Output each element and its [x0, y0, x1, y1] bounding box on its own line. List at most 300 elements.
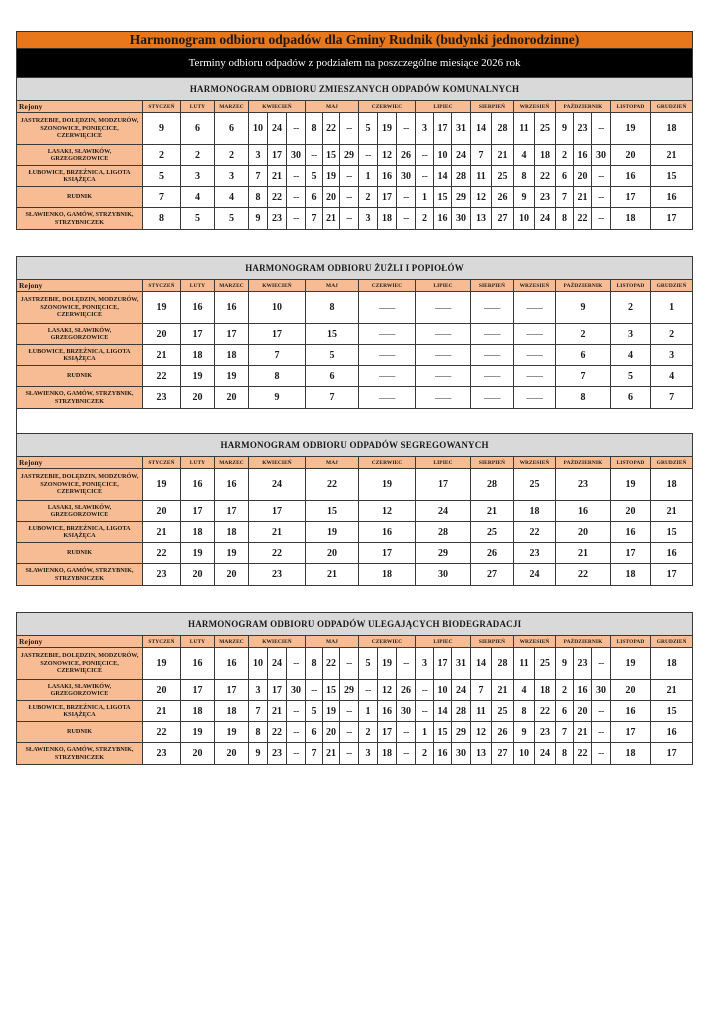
table-row — [17, 145, 693, 166]
date-cell: 22 — [268, 187, 287, 208]
date-cell: 15 — [323, 145, 340, 166]
date-cell: 5 — [215, 208, 249, 230]
date-cell: 28 — [452, 701, 471, 722]
date-cell: 8 — [249, 366, 306, 387]
date-cell: 4 — [215, 187, 249, 208]
date-cell: 2 — [215, 145, 249, 166]
date-cell: 20 — [181, 564, 215, 586]
date-cell: 2 — [143, 145, 181, 166]
date-cell: 3 — [651, 345, 693, 366]
date-cell: 5 — [181, 208, 215, 230]
date-cell: 18 — [651, 648, 693, 680]
date-cell: 6 — [215, 113, 249, 145]
date-cell: 7 — [306, 743, 323, 765]
date-cell: 1 — [359, 166, 378, 187]
region-name: LASAKI, SŁAWIKÓW, GRZEGORZOWICE — [17, 324, 143, 345]
region-name: JASTRZEBIE, DOLĘDZIN, MODZURÓW, SZONOWICE, PONIĘCICE, CZERWIĘCICE — [17, 648, 143, 680]
date-cell: 4 — [651, 366, 693, 387]
date-cell: 19 — [378, 648, 397, 680]
date-cell: --------- — [359, 366, 416, 387]
date-cell: 28 — [452, 166, 471, 187]
date-cell: 24 — [535, 208, 556, 230]
date-cell: -- — [287, 166, 306, 187]
date-cell: 16 — [181, 648, 215, 680]
month-header: CZERWIEC — [359, 101, 416, 113]
section-heading: HARMONOGRAM ODBIORU ODPADÓW SEGREGOWANYCH — [17, 434, 693, 457]
region-name: LASAKI, SŁAWIKÓW, GRZEGORZOWICE — [17, 501, 143, 522]
date-cell: 9 — [514, 722, 535, 743]
date-cell: 7 — [651, 387, 693, 409]
date-cell: 18 — [611, 564, 651, 586]
date-cell: 16 — [181, 469, 215, 501]
date-cell: -- — [592, 701, 611, 722]
date-cell: 17 — [359, 543, 416, 564]
date-cell: 2 — [359, 722, 378, 743]
date-cell: 25 — [471, 522, 514, 543]
subtitle-row — [17, 49, 693, 78]
date-cell: --------- — [416, 292, 471, 324]
date-cell: 16 — [359, 522, 416, 543]
date-cell: 23 — [143, 387, 181, 409]
date-cell: 3 — [359, 208, 378, 230]
date-cell: --------- — [514, 387, 556, 409]
date-cell: 30 — [592, 145, 611, 166]
date-cell: 24 — [514, 564, 556, 586]
date-cell: 7 — [471, 145, 492, 166]
date-cell: 9 — [556, 648, 574, 680]
month-header: PAŹDZIERNIK — [556, 280, 611, 292]
date-cell: 19 — [215, 543, 249, 564]
date-cell: 21 — [143, 522, 181, 543]
date-cell: 7 — [471, 680, 492, 701]
date-cell: 18 — [535, 145, 556, 166]
date-cell: 13 — [471, 208, 492, 230]
date-cell: 28 — [492, 648, 514, 680]
date-cell: 20 — [323, 722, 340, 743]
date-cell: 17 — [215, 324, 249, 345]
date-cell: 25 — [492, 701, 514, 722]
date-cell: 3 — [416, 113, 434, 145]
date-cell: 8 — [306, 292, 359, 324]
date-cell: 9 — [249, 208, 268, 230]
date-cell: 20 — [215, 564, 249, 586]
month-header: MARZEC — [215, 636, 249, 648]
month-header: KWIECIEŃ — [249, 280, 306, 292]
column-header-row — [17, 280, 693, 292]
month-header: STYCZEŃ — [143, 280, 181, 292]
date-cell: --------- — [514, 324, 556, 345]
date-cell: 2 — [181, 145, 215, 166]
date-cell: 19 — [378, 113, 397, 145]
month-header: WRZESIEŃ — [514, 280, 556, 292]
date-cell: 3 — [181, 166, 215, 187]
date-cell: 2 — [556, 145, 574, 166]
date-cell: 15 — [434, 722, 452, 743]
date-cell: 3 — [416, 648, 434, 680]
date-cell: 6 — [306, 187, 323, 208]
date-cell: 5 — [359, 113, 378, 145]
title-row — [17, 32, 693, 49]
date-cell: 17 — [181, 680, 215, 701]
date-cell: 26 — [471, 543, 514, 564]
date-cell: -- — [359, 145, 378, 166]
table-row — [17, 743, 693, 765]
date-cell: 21 — [143, 701, 181, 722]
date-cell: 9 — [556, 113, 574, 145]
date-cell: 17 — [651, 564, 693, 586]
date-cell: 21 — [556, 543, 611, 564]
date-cell: -- — [397, 113, 416, 145]
date-cell: 7 — [556, 366, 611, 387]
date-cell: --------- — [359, 292, 416, 324]
date-cell: 10 — [434, 145, 452, 166]
date-cell: 21 — [574, 722, 592, 743]
date-cell: 22 — [143, 366, 181, 387]
date-cell: 19 — [181, 722, 215, 743]
date-cell: 18 — [611, 208, 651, 230]
date-cell: 9 — [556, 292, 611, 324]
month-header: KWIECIEŃ — [249, 457, 306, 469]
table-row — [17, 564, 693, 586]
date-cell: 7 — [306, 387, 359, 409]
date-cell: 24 — [452, 680, 471, 701]
date-cell: 17 — [651, 208, 693, 230]
date-cell: 16 — [378, 701, 397, 722]
month-header: MARZEC — [215, 457, 249, 469]
month-header: STYCZEŃ — [143, 457, 181, 469]
date-cell: 16 — [611, 701, 651, 722]
date-cell: 16 — [651, 543, 693, 564]
month-header: SIERPIEŃ — [471, 636, 514, 648]
date-cell: -- — [340, 113, 359, 145]
date-cell: 19 — [323, 166, 340, 187]
date-cell: --------- — [471, 387, 514, 409]
date-cell: 17 — [249, 324, 306, 345]
schedule-table-1 — [16, 31, 693, 230]
date-cell: 20 — [574, 701, 592, 722]
date-cell: 21 — [574, 187, 592, 208]
date-cell: 17 — [378, 187, 397, 208]
date-cell: 19 — [359, 469, 416, 501]
month-header: LISTOPAD — [611, 457, 651, 469]
date-cell: 16 — [215, 292, 249, 324]
date-cell: -- — [592, 187, 611, 208]
date-cell: 5 — [143, 166, 181, 187]
date-cell: -- — [416, 680, 434, 701]
date-cell: 8 — [556, 743, 574, 765]
date-cell: 8 — [143, 208, 181, 230]
region-name: RUDNIK — [17, 187, 143, 208]
month-header: LUTY — [181, 280, 215, 292]
date-cell: 17 — [181, 324, 215, 345]
month-header: LIPIEC — [416, 101, 471, 113]
region-name: RUDNIK — [17, 722, 143, 743]
date-cell: 22 — [574, 743, 592, 765]
date-cell: 3 — [359, 743, 378, 765]
table-row — [17, 722, 693, 743]
month-header: WRZESIEŃ — [514, 636, 556, 648]
date-cell: 16 — [215, 648, 249, 680]
date-cell: 29 — [416, 543, 471, 564]
date-cell: 16 — [434, 743, 452, 765]
date-cell: -- — [340, 208, 359, 230]
month-header: LISTOPAD — [611, 636, 651, 648]
date-cell: 28 — [471, 469, 514, 501]
date-cell: 16 — [574, 145, 592, 166]
date-cell: 14 — [434, 701, 452, 722]
date-cell: -- — [397, 208, 416, 230]
date-cell: 23 — [514, 543, 556, 564]
date-cell: 23 — [535, 187, 556, 208]
date-cell: 21 — [306, 564, 359, 586]
table-row — [17, 366, 693, 387]
date-cell: 12 — [359, 501, 416, 522]
date-cell: 7 — [249, 166, 268, 187]
date-cell: --------- — [514, 345, 556, 366]
date-cell: 24 — [416, 501, 471, 522]
date-cell: 21 — [143, 345, 181, 366]
table-row — [17, 187, 693, 208]
date-cell: --------- — [416, 324, 471, 345]
date-cell: 26 — [397, 680, 416, 701]
date-cell: --------- — [359, 387, 416, 409]
date-cell: 6 — [556, 166, 574, 187]
month-header: STYCZEŃ — [143, 636, 181, 648]
date-cell: 30 — [287, 145, 306, 166]
region-name: JASTRZEBIE, DOLĘDZIN, MODZURÓW, SZONOWICE, PONIĘCICE, CZERWIĘCICE — [17, 292, 143, 324]
date-cell: 15 — [651, 522, 693, 543]
date-cell: 17 — [416, 469, 471, 501]
date-cell: 21 — [492, 145, 514, 166]
region-name: RUDNIK — [17, 543, 143, 564]
date-cell: 8 — [306, 113, 323, 145]
date-cell: 2 — [611, 292, 651, 324]
date-cell: 8 — [514, 701, 535, 722]
date-cell: -- — [287, 722, 306, 743]
month-header: LIPIEC — [416, 457, 471, 469]
table-row — [17, 345, 693, 366]
date-cell: 21 — [323, 743, 340, 765]
date-cell: 21 — [268, 701, 287, 722]
date-cell: --------- — [471, 345, 514, 366]
region-name: ŁUBOWICE, BRZEŹNICA, LIGOTA KSIĄŻĘCA — [17, 522, 143, 543]
date-cell: -- — [416, 166, 434, 187]
date-cell: 22 — [268, 722, 287, 743]
date-cell: 10 — [514, 208, 535, 230]
month-header: KWIECIEŃ — [249, 101, 306, 113]
month-header: CZERWIEC — [359, 636, 416, 648]
document-title: Harmonogram odbioru odpadów dla Gminy Rudnik (budynki jednorodzinne) — [17, 32, 693, 49]
date-cell: 31 — [452, 113, 471, 145]
date-cell: 11 — [471, 166, 492, 187]
date-cell: -- — [340, 701, 359, 722]
date-cell: 22 — [143, 722, 181, 743]
date-cell: 16 — [378, 166, 397, 187]
region-name: JASTRZEBIE, DOLĘDZIN, MODZURÓW, SZONOWICE, PONIĘCICE, CZERWIĘCICE — [17, 469, 143, 501]
table-row — [17, 166, 693, 187]
column-header-row — [17, 636, 693, 648]
date-cell: 22 — [306, 469, 359, 501]
date-cell: 9 — [514, 187, 535, 208]
month-header: LUTY — [181, 101, 215, 113]
table-row — [17, 701, 693, 722]
month-header: LUTY — [181, 636, 215, 648]
date-cell: 17 — [215, 501, 249, 522]
date-cell: 16 — [556, 501, 611, 522]
date-cell: 19 — [143, 292, 181, 324]
date-cell: 9 — [249, 743, 268, 765]
date-cell: 17 — [434, 113, 452, 145]
date-cell: 2 — [416, 208, 434, 230]
date-cell: 6 — [556, 701, 574, 722]
blank-cell — [17, 409, 693, 434]
date-cell: 7 — [249, 701, 268, 722]
table-row — [17, 680, 693, 701]
date-cell: 24 — [249, 469, 306, 501]
date-cell: 19 — [215, 722, 249, 743]
date-cell: -- — [287, 743, 306, 765]
document-subtitle: Terminy odbioru odpadów z podziałem na poszczególne miesiące 2026 rok — [17, 49, 693, 78]
date-cell: -- — [416, 701, 434, 722]
date-cell: 23 — [143, 743, 181, 765]
month-header: PAŹDZIERNIK — [556, 457, 611, 469]
date-cell: 20 — [611, 145, 651, 166]
schedule-table-4 — [16, 612, 693, 765]
month-header: MAJ — [306, 636, 359, 648]
date-cell: 16 — [611, 166, 651, 187]
date-cell: -- — [592, 743, 611, 765]
date-cell: 4 — [514, 680, 535, 701]
date-cell: 15 — [434, 187, 452, 208]
date-cell: 11 — [471, 701, 492, 722]
date-cell: 23 — [143, 564, 181, 586]
date-cell: 19 — [611, 469, 651, 501]
date-cell: 6 — [181, 113, 215, 145]
date-cell: -- — [340, 722, 359, 743]
date-cell: 30 — [592, 680, 611, 701]
date-cell: 25 — [535, 648, 556, 680]
date-cell: 22 — [249, 543, 306, 564]
date-cell: 12 — [471, 722, 492, 743]
table-row — [17, 113, 693, 145]
date-cell: --------- — [514, 366, 556, 387]
date-cell: 19 — [611, 648, 651, 680]
date-cell: --------- — [471, 292, 514, 324]
date-cell: -- — [306, 680, 323, 701]
date-cell: --------- — [416, 345, 471, 366]
date-cell: 30 — [416, 564, 471, 586]
date-cell: 16 — [181, 292, 215, 324]
date-cell: 19 — [215, 366, 249, 387]
date-cell: --------- — [514, 292, 556, 324]
date-cell: 21 — [249, 522, 306, 543]
month-header: LIPIEC — [416, 280, 471, 292]
date-cell: 24 — [535, 743, 556, 765]
date-cell: 15 — [651, 166, 693, 187]
date-cell: --------- — [471, 366, 514, 387]
spacer — [16, 230, 692, 256]
table-row — [17, 208, 693, 230]
date-cell: 20 — [143, 680, 181, 701]
date-cell: 3 — [249, 680, 268, 701]
date-cell: 25 — [535, 113, 556, 145]
date-cell: 29 — [340, 680, 359, 701]
date-cell: 21 — [651, 145, 693, 166]
date-cell: 4 — [181, 187, 215, 208]
month-header: MAJ — [306, 101, 359, 113]
month-header: MARZEC — [215, 280, 249, 292]
region-name: JASTRZEBIE, DOLĘDZIN, MODZURÓW, SZONOWICE, PONIĘCICE, CZERWIĘCICE — [17, 113, 143, 145]
date-cell: 3 — [611, 324, 651, 345]
date-cell: 28 — [416, 522, 471, 543]
month-header: WRZESIEŃ — [514, 101, 556, 113]
section-heading: HARMONOGRAM ODBIORU ZMIESZANYCH ODPADÓW KOMUNALNYCH — [17, 78, 693, 101]
date-cell: 23 — [249, 564, 306, 586]
date-cell: 16 — [611, 522, 651, 543]
table-row — [17, 387, 693, 409]
date-cell: 2 — [556, 324, 611, 345]
date-cell: 16 — [215, 469, 249, 501]
date-cell: 18 — [359, 564, 416, 586]
date-cell: 14 — [471, 648, 492, 680]
date-cell: 1 — [359, 701, 378, 722]
date-cell: 22 — [514, 522, 556, 543]
date-cell: 20 — [611, 501, 651, 522]
date-cell: -- — [340, 648, 359, 680]
date-cell: 8 — [514, 166, 535, 187]
date-cell: 20 — [556, 522, 611, 543]
date-cell: 19 — [181, 543, 215, 564]
date-cell: -- — [592, 208, 611, 230]
date-cell: 15 — [323, 680, 340, 701]
date-cell: 18 — [181, 345, 215, 366]
date-cell: 29 — [452, 187, 471, 208]
month-header: KWIECIEŃ — [249, 636, 306, 648]
date-cell: 17 — [249, 501, 306, 522]
rejony-header: Rejony — [17, 101, 143, 113]
date-cell: 8 — [556, 387, 611, 409]
date-cell: 10 — [249, 292, 306, 324]
date-cell: 20 — [611, 680, 651, 701]
date-cell: -- — [340, 743, 359, 765]
month-header: MARZEC — [215, 101, 249, 113]
date-cell: 30 — [397, 166, 416, 187]
date-cell: -- — [287, 113, 306, 145]
date-cell: 8 — [556, 208, 574, 230]
date-cell: 18 — [378, 743, 397, 765]
date-cell: 20 — [215, 743, 249, 765]
date-cell: 17 — [268, 680, 287, 701]
month-header: SIERPIEŃ — [471, 280, 514, 292]
date-cell: 8 — [306, 648, 323, 680]
date-cell: 7 — [306, 208, 323, 230]
date-cell: 23 — [556, 469, 611, 501]
date-cell: 1 — [416, 187, 434, 208]
date-cell: 20 — [323, 187, 340, 208]
date-cell: -- — [359, 680, 378, 701]
section-heading-row — [17, 257, 693, 280]
date-cell: 19 — [611, 113, 651, 145]
region-name: LASAKI, SŁAWIKÓW, GRZEGORZOWICE — [17, 145, 143, 166]
month-header: PAŹDZIERNIK — [556, 101, 611, 113]
date-cell: 25 — [514, 469, 556, 501]
date-cell: 19 — [143, 469, 181, 501]
date-cell: 17 — [378, 722, 397, 743]
table-row — [17, 324, 693, 345]
month-header: WRZESIEŃ — [514, 457, 556, 469]
date-cell: 29 — [452, 722, 471, 743]
month-header: GRUDZIEŃ — [651, 101, 693, 113]
